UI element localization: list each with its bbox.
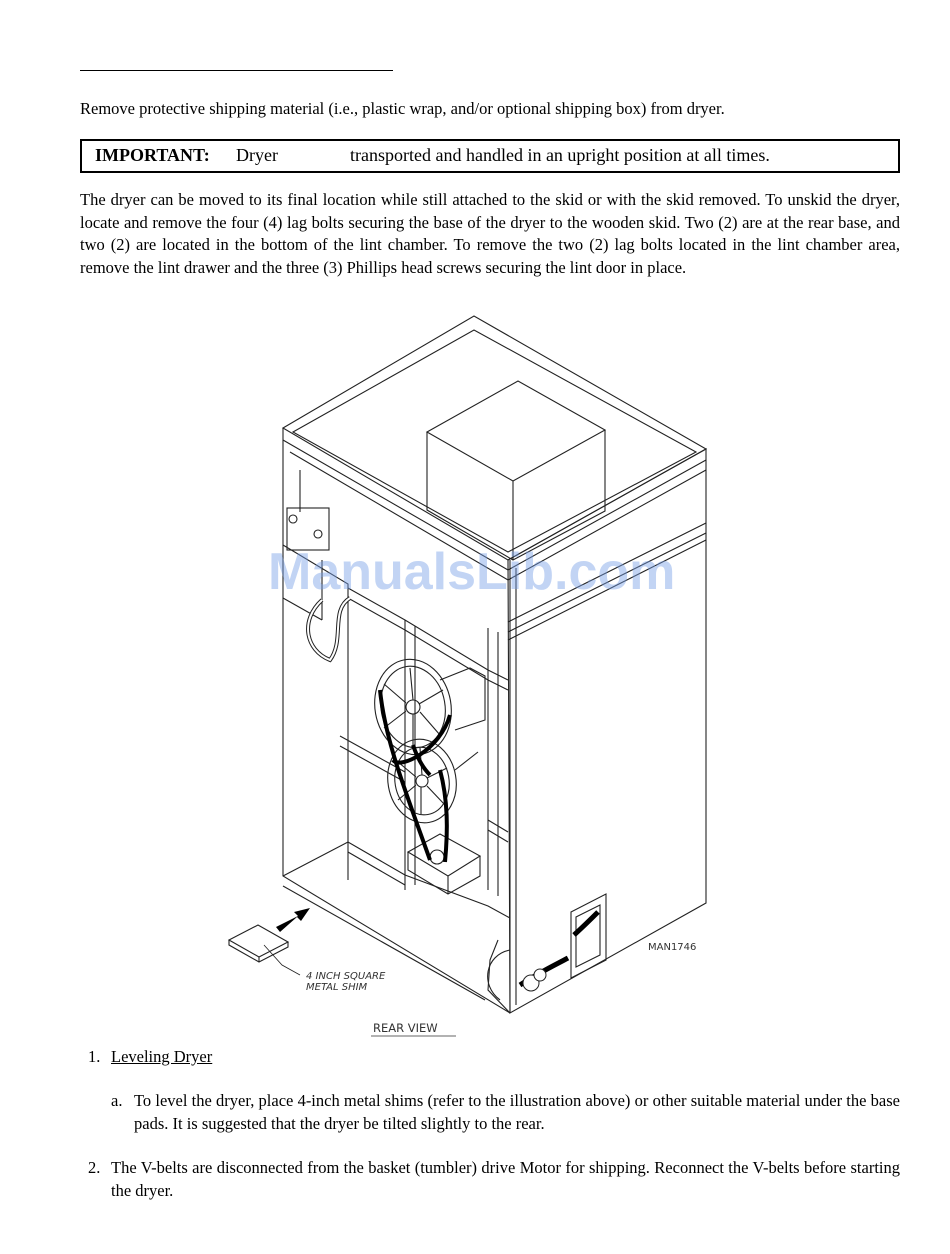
- figure-id: MAN1746: [648, 942, 697, 953]
- step-1-number: 1.: [88, 1047, 101, 1066]
- watermark: ManualsLib.com: [268, 543, 676, 601]
- shim-label-line1: 4 INCH SQUARE: [306, 971, 386, 982]
- step-1-title: Leveling Dryer: [111, 1047, 213, 1066]
- step-2-number: 2.: [88, 1158, 101, 1177]
- cabinet-right-side: [508, 449, 706, 1013]
- top-box: [427, 381, 605, 481]
- remove-shipping-paragraph: Remove protective shipping material (i.e., plastic wrap, and/or optional shipping box) from dryer.: [80, 99, 725, 118]
- step-1a-text: To level the dryer, place 4-inch metal shims (refer to the illustration above) or other suitable material under the base pads. It is suggested that the dryer be tilted slightly to the rear.: [134, 1091, 900, 1133]
- figure-caption: REAR VIEW: [373, 1021, 438, 1035]
- step-2-text: The V-belts are disconnected from the basket (tumbler) drive Motor for shipping. Reconnect the V-belts before starting the dryer.: [111, 1158, 900, 1200]
- shim-label-line2: METAL SHIM: [306, 982, 368, 993]
- arrow-icon: [276, 908, 310, 932]
- important-subject: Dryer: [236, 145, 278, 165]
- important-label: IMPORTANT:: [95, 145, 210, 165]
- step-1a-letter: a.: [111, 1091, 123, 1110]
- important-text: transported and handled in an upright position at all times.: [350, 145, 770, 165]
- upper-pulley: [367, 653, 485, 761]
- cabinet-top: [283, 316, 706, 560]
- unskid-paragraph: The dryer can be moved to its final location while still attached to the skid or with the skid removed. To unskid the dryer, locate and remove the four (4) lag bolts securing the base of the dryer to the wooden skid. Two (2) are at the rear base, and two (2) are located in the bottom of the lint chamber. To remove the two (2) lag bolts located in the lint chamber area, remove the lint drawer and the three (3) Phillips head screws securing the lint door in place.: [80, 190, 900, 277]
